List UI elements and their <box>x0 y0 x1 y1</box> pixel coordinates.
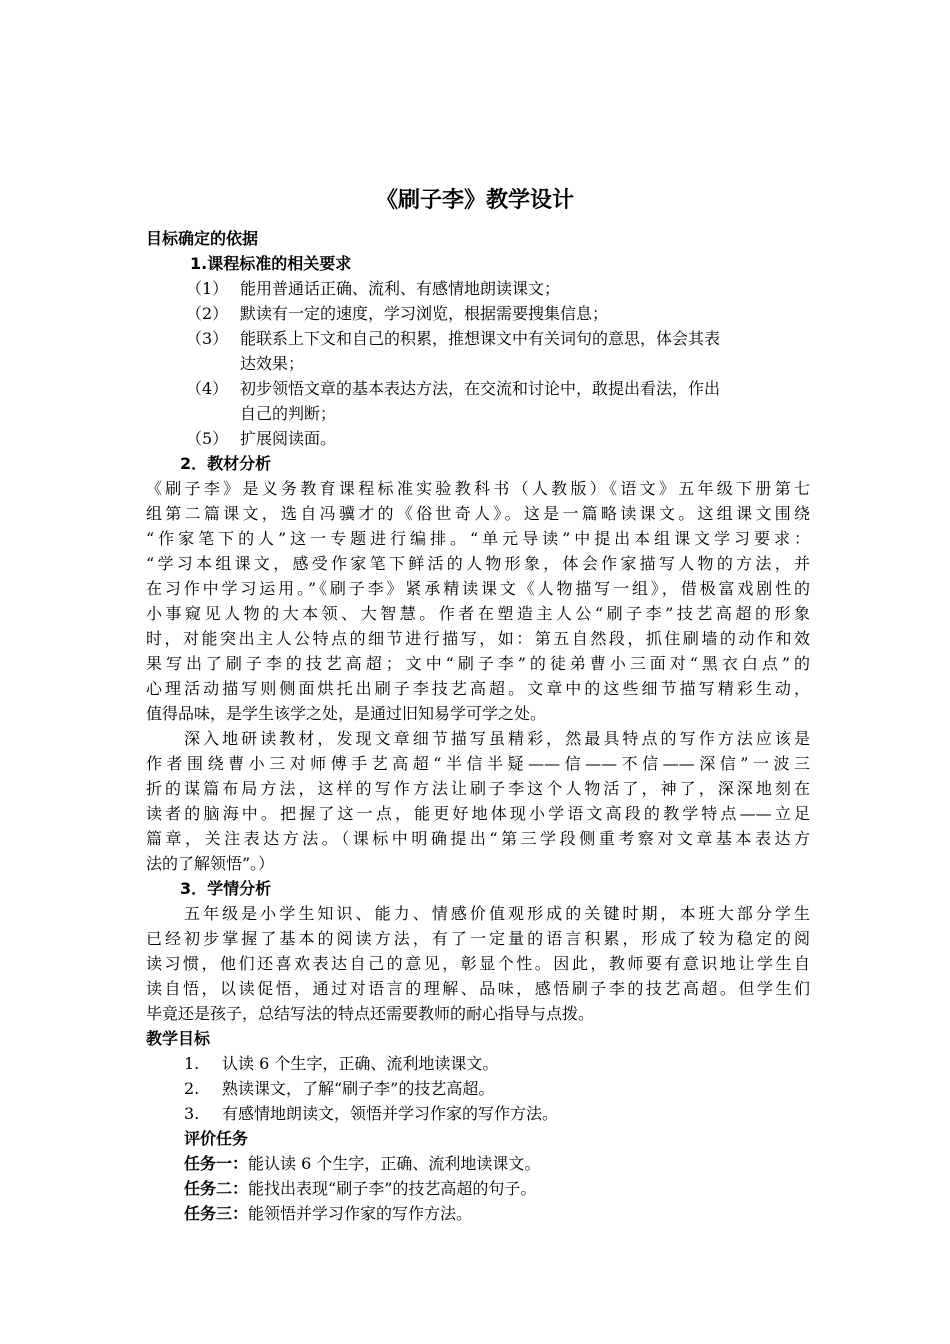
paragraph-line: 已经初步掌握了基本的阅读方法，有了一定量的语言积累，形成了较为稳定的阅 <box>146 929 810 948</box>
paragraph-line: “作家笔下的人”这一专题进行编排。“单元导读”中提出本组课文学习要求： <box>146 529 810 548</box>
paragraph-line: 法的了解领悟”。） <box>146 854 275 873</box>
paragraph-line: 折的谋篇布局方法，这样的写作方法让刷子李这个人物活了，神了，深深地刻在 <box>146 779 810 798</box>
section-heading-goals: 教学目标 <box>146 1029 211 1048</box>
list-item: 1. 认读 6 个生字，正确、流利地读课文。 <box>184 1054 499 1073</box>
paragraph-line: “学习本组课文，感受作家笔下鲜活的人物形象，体会作家描写人物的方法，并 <box>146 554 810 573</box>
page-title: 《刷子李》教学设计 <box>375 188 574 213</box>
paragraph-line: 值得品味，是学生该学之处，是通过旧知易学可学之处。 <box>146 704 547 723</box>
paragraph-line: 时，对能突出主人公特点的细节进行描写，如：第五自然段，抓住刷墙的动作和效 <box>146 629 810 648</box>
paragraph-line: 《刷子李》是义务教育课程标准实验教科书（人教版）《语文》五年级下册第七 <box>146 479 810 498</box>
subheading-textbook-analysis: 2．教材分析 <box>180 454 272 473</box>
paragraph-line: 读者的脑海中。把握了这一点，能更好地体现小学语文高段的教学特点——立足 <box>146 804 810 823</box>
paragraph-line: 毕竟还是孩子，总结写法的特点还需要教师的耐心指导与点拨。 <box>146 1004 595 1023</box>
paragraph-line: 小事窥见人物的大本领、大智慧。作者在塑造主人公“刷子李”技艺高超的形象 <box>146 604 810 623</box>
paragraph-line: 深入地研读教材，发现文章细节描写虽精彩，然最具特点的写作方法应该是 <box>184 729 810 748</box>
list-item: （2） 默读有一定的速度，学习浏览，根据需要搜集信息； <box>186 304 609 323</box>
paragraph-line: 篇章，关注表达方法。（课标中明确提出“第三学段侧重考察对文章基本表达方 <box>146 829 810 848</box>
list-item: 任务二：能找出表现“刷子李”的技艺高超的句子。 <box>184 1179 537 1198</box>
list-item: （4） 初步领悟文章的基本表达方法，在交流和讨论中，敢提出看法，作出 <box>186 379 721 398</box>
list-item-continuation: 自己的判断； <box>240 404 337 423</box>
paragraph-line: 五年级是小学生知识、能力、情感价值观形成的关键时期，本班大部分学生 <box>184 904 810 923</box>
list-item: （1） 能用普通话正确、流利、有感情地朗读课文； <box>186 279 561 298</box>
list-item-continuation: 达效果； <box>240 354 305 373</box>
paragraph-line: 在习作中学习运用。”《刷子李》紧承精读课文《人物描写一组》，借极富戏剧性的 <box>146 579 810 598</box>
list-item: 3. 有感情地朗读文，领悟并学习作家的写作方法。 <box>184 1104 559 1123</box>
paragraph-line: 作者围绕曹小三对师傅手艺高超“半信半疑——信——不信——深信”一波三 <box>146 754 810 773</box>
list-item: （3） 能联系上下文和自己的积累，推想课文中有关词句的意思，体会其表 <box>186 329 721 348</box>
list-item: （5） 扩展阅读面。 <box>186 429 337 448</box>
paragraph-line: 果写出了刷子李的技艺高超；文中“刷子李”的徒弟曹小三面对“黑衣白点”的 <box>146 654 810 673</box>
paragraph-line: 组第二篇课文，选自冯骥才的《俗世奇人》。这是一篇略读课文。这组课文围绕 <box>146 504 810 523</box>
subheading-standards: 1.课程标准的相关要求 <box>190 254 352 273</box>
section-heading-tasks: 评价任务 <box>184 1129 249 1148</box>
paragraph-line: 心理活动描写则侧面烘托出刷子李技艺高超。文章中的这些细节描写精彩生动， <box>146 679 810 698</box>
list-item: 任务三：能领悟并学习作家的写作方法。 <box>184 1204 473 1223</box>
list-item: 2. 熟读课文，了解“刷子李”的技艺高超。 <box>184 1079 495 1098</box>
section-heading-basis: 目标确定的依据 <box>146 229 259 248</box>
paragraph-line: 读习惯，他们还喜欢表达自己的意见，彰显个性。因此，教师要有意识地让学生自 <box>146 954 810 973</box>
paragraph-line: 读自悟，以读促悟，通过对语言的理解、品味，感悟刷子李的技艺高超。但学生们 <box>146 979 810 998</box>
list-item: 任务一：能认读 6 个生字，正确、流利地读课文。 <box>184 1154 541 1173</box>
subheading-learner-analysis: 3．学情分析 <box>180 879 272 898</box>
